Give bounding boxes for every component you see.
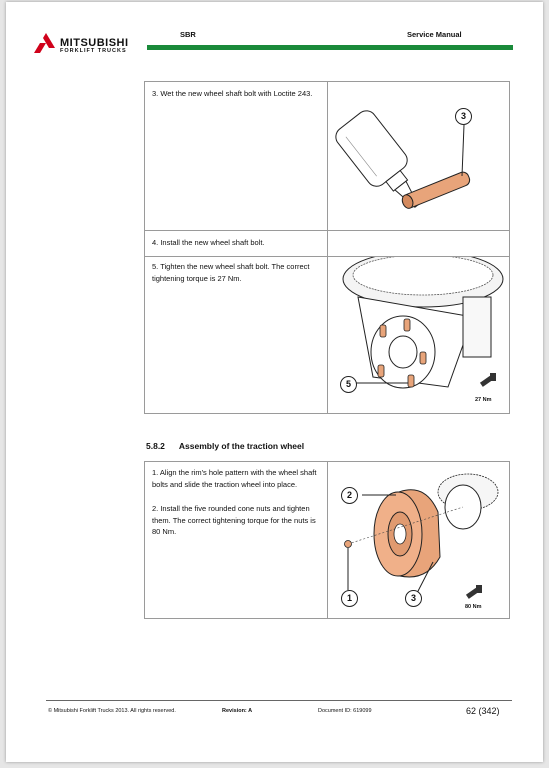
loctite-bottle-illustration	[328, 82, 508, 229]
header-model: SBR	[180, 30, 196, 39]
callout-3-bottom: 3	[405, 590, 422, 607]
header-rule	[147, 45, 513, 50]
header-doc-type: Service Manual	[407, 30, 462, 39]
assembly-step-2-text: 2. Install the five rounded cone nuts and tighten them. The correct tightening torque for the nuts is 80 Nm.	[152, 504, 316, 536]
assembly-step-1-text: 1. Align the rim's hole pattern with the wheel shaft bolts and slide the traction wheel into place.	[152, 468, 317, 489]
section-number: 5.8.2	[146, 441, 165, 451]
logo-subtitle-text: FORKLIFT TRUCKS	[60, 48, 127, 54]
torque-27-label: 27 Nm	[475, 397, 492, 403]
footer-rule	[46, 700, 512, 701]
footer-document-id: Document ID: 619099	[318, 708, 372, 714]
step-3-text: 3. Wet the new wheel shaft bolt with Loctite 243.	[152, 89, 313, 98]
page-number: 62 (342)	[466, 706, 500, 716]
step-5-text: 5. Tighten the new wheel shaft bolt. The correct tightening torque is 27 Nm.	[152, 262, 310, 283]
footer-revision: Revision: A	[222, 708, 253, 714]
mitsubishi-logo-icon	[34, 33, 58, 53]
callout-5: 5	[340, 376, 357, 393]
callout-1: 1	[341, 590, 358, 607]
callout-3-top: 3	[455, 108, 472, 125]
callout-2: 2	[341, 487, 358, 504]
section-heading	[146, 441, 318, 451]
logo-brand-text: MITSUBISHI	[60, 37, 129, 49]
footer-copyright: © Mitsubishi Forklift Trucks 2013. All rights reserved.	[48, 708, 176, 714]
step-4-text: 4. Install the new wheel shaft bolt.	[152, 238, 265, 247]
section-title: Assembly of the traction wheel	[178, 441, 305, 451]
torque-80-label: 80 Nm	[465, 604, 482, 610]
